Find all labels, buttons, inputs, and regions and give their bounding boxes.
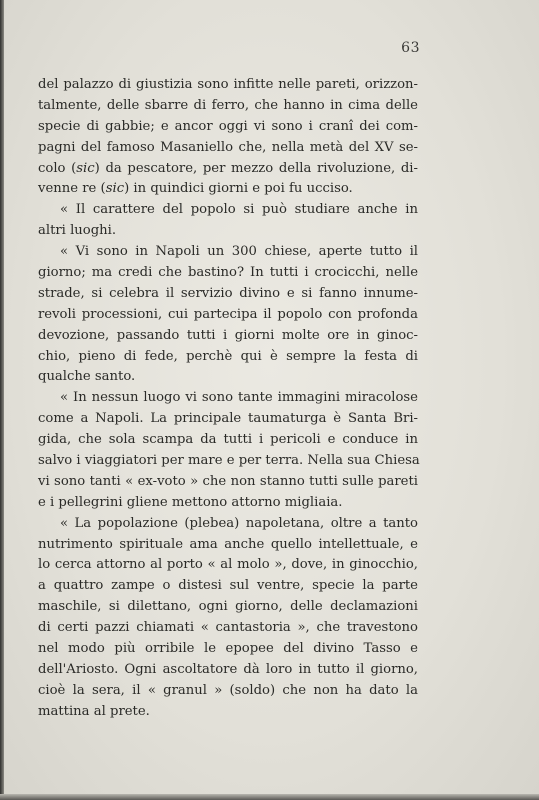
text-line: altri luoghi. xyxy=(38,223,117,239)
body-text xyxy=(38,75,418,723)
text-line: nel modo più orribile le epopee del divino Tasso e xyxy=(38,641,418,657)
text-line: qualche santo. xyxy=(38,369,136,385)
text-line: pagni del famoso Masaniello che, nella metà del XV se- xyxy=(38,139,418,155)
text-line: lo cerca attorno al porto « al molo », dove, in ginocchio, xyxy=(38,557,418,573)
sic-italic: sic xyxy=(105,181,125,197)
text-line: « Il carattere del popolo si può studiare anche in xyxy=(60,202,418,218)
text-line: talmente, delle sbarre di ferro, che hanno in cima delle xyxy=(38,97,418,113)
text-line: gida, che sola scampa da tutti i pericoli e conduce in xyxy=(38,432,418,448)
page-number: 63 xyxy=(401,40,420,56)
text-line: specie di gabbie; e ancor oggi vi sono i cranî dei com- xyxy=(38,118,418,134)
text-line: giorno; ma credi che bastino? In tutti i crocicchi, nelle xyxy=(38,265,418,281)
text-line: colo (sic) da pescatore, per mezzo della rivoluzione, di- xyxy=(38,160,418,176)
text-line: strade, si celebra il servizio divino e si fanno innume- xyxy=(38,285,418,301)
text-line: « Vi sono in Napoli un 300 chiese, aperte tutto il xyxy=(60,244,418,260)
sic-italic: sic xyxy=(76,160,95,176)
text-line: a quattro zampe o distesi sul ventre, specie la parte xyxy=(38,578,418,594)
text-line: e i pellegrini gliene mettono attorno migliaia. xyxy=(38,494,343,510)
text-line: salvo i viaggiatori per mare e per terra. Nella sua Chiesa xyxy=(38,453,420,469)
page-shadow-left xyxy=(0,0,4,800)
text-line: devozione, passando tutti i giorni molte ore in ginoc- xyxy=(38,327,418,343)
text-line: venne re (sic) in quindici giorni e poi fu ucciso. xyxy=(38,181,353,197)
text-line: come a Napoli. La principale taumaturga è Santa Bri- xyxy=(38,411,418,427)
text-line: maschile, si dilettano, ogni giorno, delle declamazioni xyxy=(38,599,418,615)
text-line: « La popolazione (plebea) napoletana, oltre a tanto xyxy=(60,515,418,531)
text-line: di certi pazzi chiamati « cantastoria », che travestono xyxy=(38,620,418,636)
text-line: dell'Ariosto. Ogni ascoltatore dà loro in tutto il giorno, xyxy=(38,661,418,677)
text-line: vi sono tanti « ex-voto » che non stanno tutti sulle pareti xyxy=(38,473,418,489)
text-line: revoli processioni, cui partecipa il popolo con profonda xyxy=(38,306,418,322)
text-line: nutrimento spirituale ama anche quello intellettuale, e xyxy=(38,536,418,552)
text-line: « In nessun luogo vi sono tante immagini miracolose xyxy=(60,390,418,406)
text-line: mattina al prete. xyxy=(38,703,150,719)
text-line: chio, pieno di fede, perchè qui è sempre la festa di xyxy=(38,348,418,364)
page-shadow-bottom xyxy=(0,794,539,800)
text-line: del palazzo di giustizia sono infitte nelle pareti, orizzon- xyxy=(38,77,418,92)
text-line: cioè la sera, il « granul » (soldo) che non ha dato la xyxy=(38,682,418,698)
